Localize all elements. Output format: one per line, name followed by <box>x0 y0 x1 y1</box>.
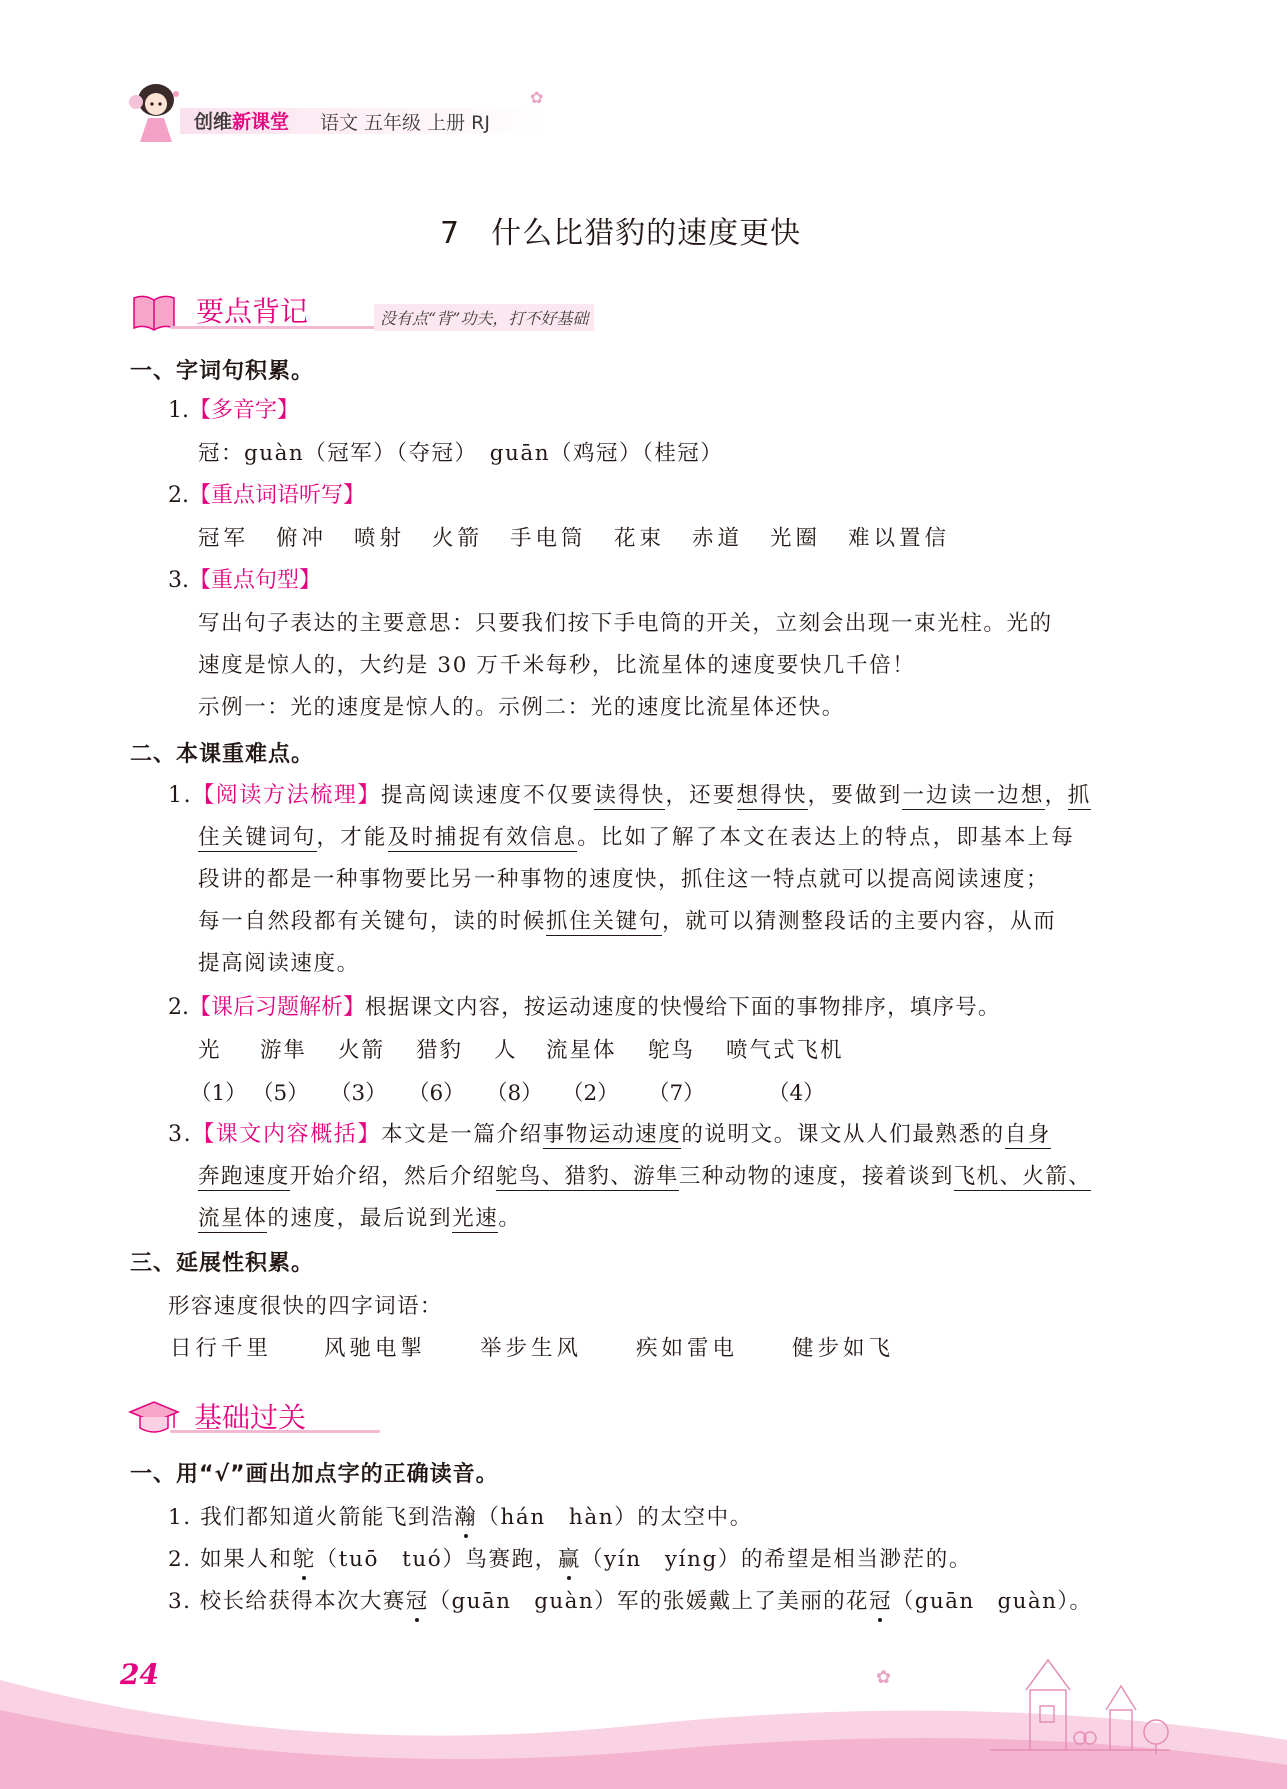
section-header-basics <box>128 1392 388 1442</box>
idiom: 举步生风 <box>480 1336 583 1361</box>
underlined-phrase: 鸵鸟、猎豹、游隼 <box>495 1164 679 1189</box>
exercise-item: 火箭 <box>338 1038 386 1063</box>
heading-vocab: 一、字词句积累。 <box>130 359 315 384</box>
section-title-basics: 基础过关 <box>194 1401 307 1434</box>
exercise-item: 猎豹 <box>416 1038 464 1063</box>
underlined-phrase: 及时捕捉有效信息 <box>387 825 578 850</box>
question-line: 2. 如果人和鸵（tuō tuó）鸟赛跑，赢（yín yíng）的希望是相当渺茫的。 <box>168 1542 972 1573</box>
exercise-item: 流星体 <box>546 1038 617 1063</box>
sentence-line: 速度是惊人的，大约是 30 万千米每秒，比流星体的速度要快几千倍！ <box>198 653 916 678</box>
book-subtitle: 语文 五年级 上册 RJ <box>320 112 490 134</box>
dotted-char: 冠 <box>406 1584 429 1615</box>
idiom: 风驰电掣 <box>324 1336 427 1361</box>
idiom: 日行千里 <box>170 1336 273 1361</box>
lesson-title: 7 什么比猎豹的速度更快 <box>440 216 802 251</box>
answer: （3） <box>330 1081 387 1106</box>
underlined-phrase: 飞机、火箭、 <box>953 1164 1092 1189</box>
exercise-item: 光 <box>198 1038 222 1063</box>
word: 喷射 <box>354 526 406 551</box>
underlined-phrase: 奔跑速度 <box>198 1164 290 1189</box>
tag-reading-method: 【阅读方法梳理】 <box>192 783 382 808</box>
dotted-char: 冠 <box>869 1584 892 1615</box>
dotted-char: 鸵 <box>293 1542 316 1573</box>
word: 光圈 <box>770 526 822 551</box>
word: 手电筒 <box>510 526 587 551</box>
heading-key-points: 二、本课重难点。 <box>130 742 315 767</box>
word: 冠军 <box>198 526 250 551</box>
heading-extension: 三、延展性积累。 <box>130 1251 315 1276</box>
question-heading: 一、用“√”画出加点字的正确读音。 <box>130 1462 499 1487</box>
underlined-phrase: 读得快 <box>594 783 666 808</box>
section-title-points: 要点背记 <box>196 295 309 328</box>
tag-exercise: 【课后习题解析】 <box>189 995 366 1020</box>
exercise-item: 人 <box>494 1038 518 1063</box>
word: 难以置信 <box>848 526 951 551</box>
underlined-phrase: 流星体 <box>198 1206 268 1231</box>
tag-polyphone: 【多音字】 <box>189 398 300 423</box>
dotted-char: 赢 <box>558 1542 581 1573</box>
exercise-item: 游隼 <box>260 1038 308 1063</box>
underlined-phrase: 抓住关键句 <box>546 909 663 934</box>
header <box>120 80 550 146</box>
underlined-phrase: 光速 <box>452 1206 499 1231</box>
brand-name: 创维 <box>194 111 233 133</box>
brand-name-accent: 新课堂 <box>232 111 290 133</box>
underlined-phrase: 抓 <box>1067 783 1091 808</box>
word: 花束 <box>614 526 666 551</box>
item-sentence: 3.【重点句型】 <box>168 568 322 593</box>
section-header-points <box>130 290 630 340</box>
word: 火箭 <box>432 526 484 551</box>
item-reading-method: 1.【阅读方法梳理】提高阅读速度不仅要读得快，还要想得快，要做到一边读一边想，抓 住关键词句，才能及时捕捉有效信息。比如了解了本文在表达上的特点，即基本上每 段讲的都是一种事物要比另一种事物的速度快，抓住这一特点就可以提高阅读速度； 每一自然段都有关键句，读的时候抓住关键句，就可以猜测整段话的主要内容，从而 提高阅读速度。 <box>168 783 1091 976</box>
castle-icon <box>980 1650 1180 1760</box>
idiom: 健步如飞 <box>792 1336 895 1361</box>
underlined-phrase: 住关键词句 <box>198 825 317 850</box>
item-summary: 3.【课文内容概括】本文是一篇介绍事物运动速度的说明文。课文从人们最熟悉的自身 奔跑速度开始介绍，然后介绍鸵鸟、猎豹、游隼三种动物的速度，接着谈到飞机、火箭、 流星体的速度，最后说到光速。 <box>168 1122 1092 1231</box>
underlined-phrase: 想得快 <box>736 783 808 808</box>
exercise-item: 喷气式飞机 <box>726 1038 844 1063</box>
polyphone-body: 冠：guàn（冠军）（夺冠） guān（鸡冠）（桂冠） <box>198 441 724 466</box>
idiom: 疾如雷电 <box>636 1336 739 1361</box>
flower-icon: ✿ <box>530 88 544 107</box>
answer: （7） <box>648 1081 705 1106</box>
tag-dictation: 【重点词语听写】 <box>189 483 366 508</box>
underlined-phrase: 自身 <box>1004 1122 1051 1147</box>
section-slogan: 没有点“背”功夫，打不好基础 <box>374 304 594 331</box>
dotted-char: 瀚 <box>454 1500 477 1531</box>
sentence-examples: 示例一：光的速度是惊人的。示例二：光的速度比流星体还快。 <box>198 695 845 720</box>
answer: （8） <box>486 1081 543 1106</box>
answer: （2） <box>562 1081 619 1106</box>
word: 俯冲 <box>276 526 328 551</box>
answer: （5） <box>252 1081 309 1106</box>
answer: （6） <box>408 1081 465 1106</box>
star-icon: ✿ <box>876 1667 892 1688</box>
question-line: 1. 我们都知道火箭能飞到浩瀚（hán hàn）的太空中。 <box>168 1500 753 1531</box>
extension-intro: 形容速度很快的四字词语： <box>168 1294 443 1319</box>
item-exercise: 2.【课后习题解析】根据课文内容，按运动速度的快慢给下面的事物排序，填序号。 <box>168 995 1001 1020</box>
item-dictation: 2.【重点词语听写】 <box>168 483 366 508</box>
underlined-phrase: 事物运动速度 <box>542 1122 682 1147</box>
underlined-phrase: 一边读一边想 <box>902 783 1045 808</box>
page-number: 24 <box>120 1658 159 1691</box>
answer: （1） <box>190 1081 247 1106</box>
answer: （4） <box>768 1081 825 1106</box>
question-line: 3. 校长给获得本次大赛冠（guān guàn）军的张媛戴上了美丽的花冠（guān guàn）。 <box>168 1584 1092 1615</box>
sentence-line: 写出句子表达的主要意思：只要我们按下手电筒的开关，立刻会出现一束光柱。光的 <box>198 611 1053 636</box>
item-polyphone: 1.【多音字】 <box>168 398 300 423</box>
tag-sentence: 【重点句型】 <box>189 568 322 593</box>
tag-summary: 【课文内容概括】 <box>192 1122 382 1147</box>
word: 赤道 <box>692 526 744 551</box>
exercise-item: 鸵鸟 <box>648 1038 696 1063</box>
